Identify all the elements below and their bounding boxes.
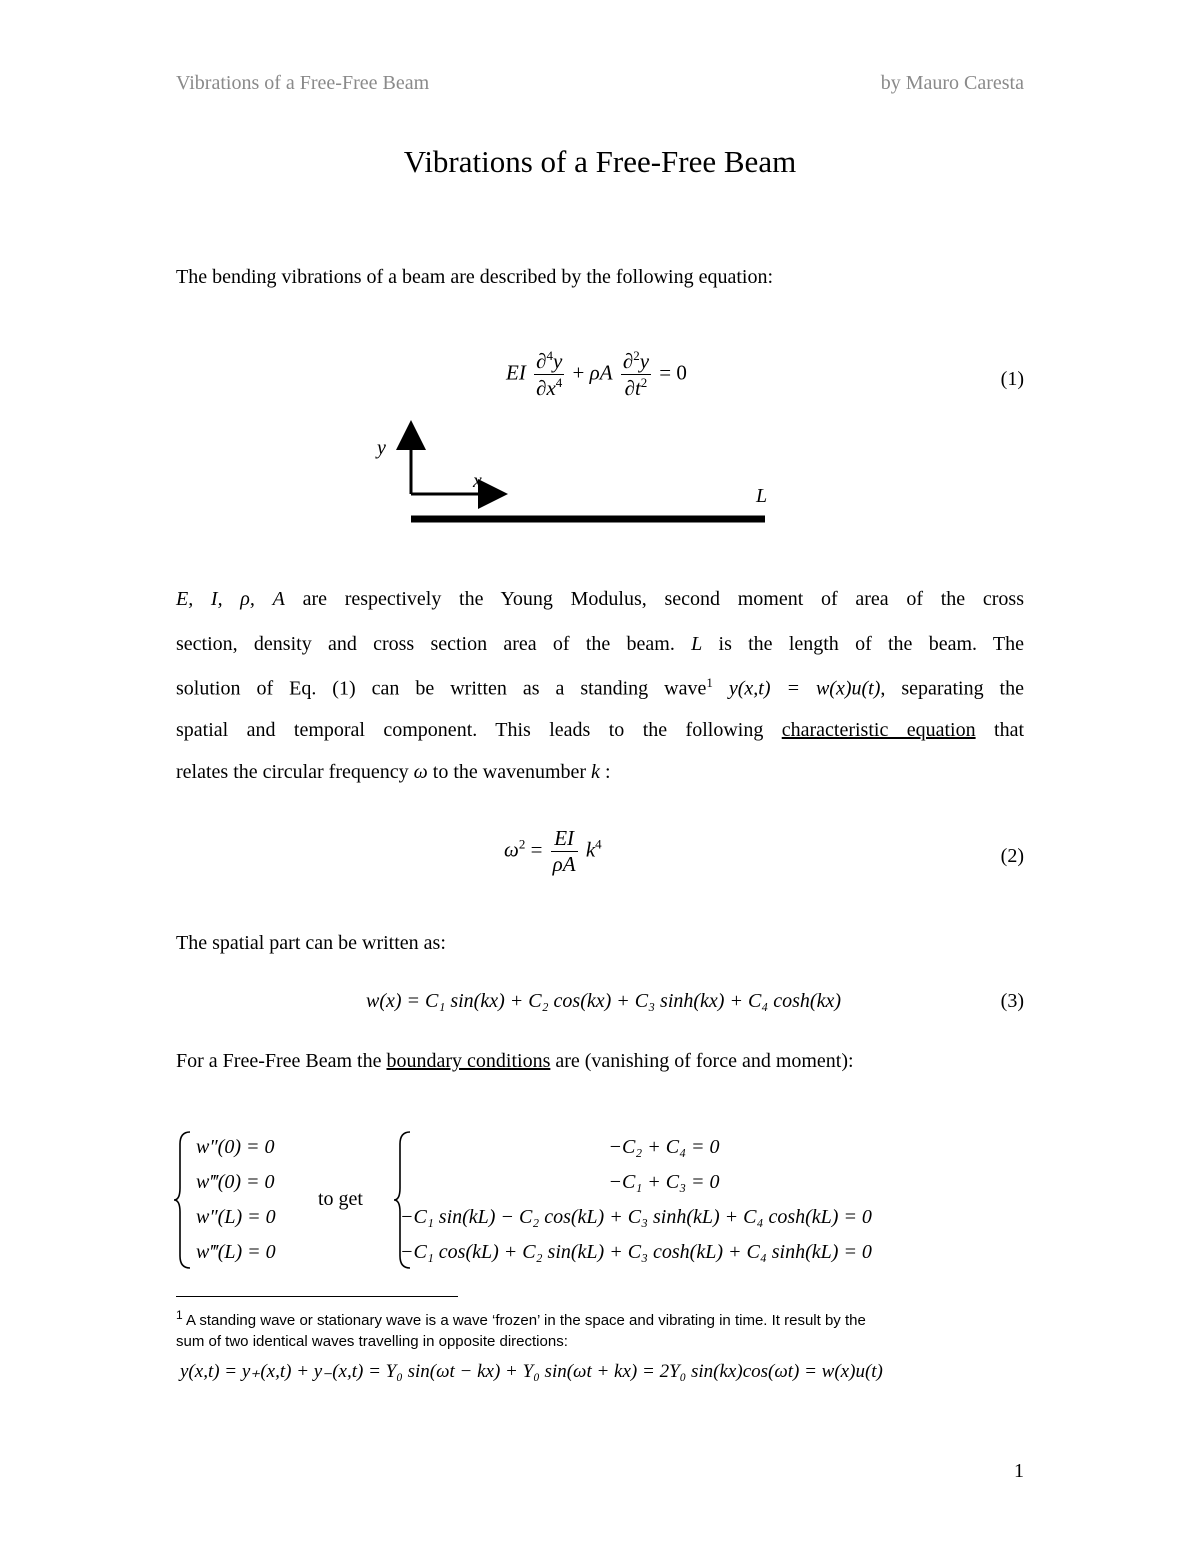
footnote-line-1 [176, 1305, 1024, 1331]
to-get-text: to get [318, 1188, 363, 1210]
page-title: Vibrations of a Free-Free Beam [403, 144, 797, 179]
equation-1: EI $\frac{\partial^4y}{\partial x^4}$ + ρA $\frac{\partial^2y}{\partial t^2}$ = 0 [506, 348, 687, 400]
paragraph-2-text-6: spatial and temporal component. This leads to the following [176, 719, 764, 741]
paragraph-2-text-2: section, density and cross section area of the beam. [176, 633, 675, 655]
paragraph-2-text-9: to the wavenumber [432, 761, 587, 783]
left-brace [172, 1128, 194, 1272]
paragraph-2-text-1: are respectively the Young Modulus, second moment of area of the cross [302, 588, 1024, 610]
bc-text-2: are (vanishing of force and moment): [555, 1050, 854, 1072]
equation-3: w(x) = C₁ sin(kx) + C₂ cos(kx) + C₃ sinh(kx) + C₄ cosh(kx) [366, 990, 841, 1012]
equation-1-number: (1) [1000, 368, 1024, 390]
running-header-left: Vibrations of a Free-Free Beam [176, 72, 430, 94]
variables-E-I-rho-A: E, I, ρ, A [176, 588, 285, 610]
running-header-right: by Mauro Caresta [880, 72, 1024, 94]
bc-left-row: w″(0) = 0 [196, 1136, 275, 1158]
bc-left-system [196, 1130, 276, 1270]
paragraph-2-line-1 [176, 588, 1024, 611]
diagram-L-label: L [756, 485, 768, 507]
paragraph-2-text-8: relates the circular frequency [176, 761, 409, 783]
page-number: 1 [1014, 1460, 1024, 1482]
bc-left-row: w‴(L) = 0 [196, 1241, 276, 1263]
diagram-y-label: y [377, 437, 386, 459]
equation-2: $\omega^2$ = $\frac{EI}{\rho A}$ $k^4$ [504, 826, 602, 876]
footnote-text-2: sum of two identical waves travelling in opposite directions: [176, 1333, 568, 1350]
bc-right-system [400, 1130, 928, 1270]
variable-omega: ω [413, 761, 428, 783]
boundary-conditions-link[interactable]: boundary conditions [386, 1050, 551, 1072]
bc-right-row: −C₁ cos(kL) + C₂ sin(kL) + C₃ cosh(kL) + C₄ sinh(kL) = 0 [400, 1241, 872, 1263]
paragraph-2-line-2 [176, 633, 1024, 656]
variable-k: k [591, 761, 600, 783]
footnote-equation: y(x,t) = y₊(x,t) + y₋(x,t) = Y₀ sin(ωt − kx) + Y₀ sin(ωt + kx) = 2Y₀ sin(kx)cos(ωt) = w(x)u(t) [180, 1361, 883, 1382]
beam-diagram [370, 418, 790, 530]
paragraph-2-text-7: that [994, 719, 1025, 741]
paragraph-2-text-3: is the length of the beam. The [718, 633, 1024, 655]
standing-wave-equation: y(x,t) = w(x)u(t) [728, 677, 881, 700]
bc-right-row: −C₁ sin(kL) − C₂ cos(kL) + C₃ sinh(kL) + C₄ cosh(kL) = 0 [400, 1206, 872, 1228]
intro-paragraph: The bending vibrations of a beam are described by the following equation: [176, 266, 774, 288]
bc-right-row: −C₁ + C₃ = 0 [608, 1171, 720, 1193]
diagram-x-label: x [473, 470, 482, 492]
paragraph-2-text-5: , separating the [880, 677, 1024, 700]
bc-left-row: w‴(0) = 0 [196, 1171, 275, 1193]
spatial-part-text: The spatial part can be written as: [176, 932, 446, 954]
paragraph-2-line-5 [176, 761, 1024, 784]
bc-text-1: For a Free-Free Beam the [176, 1050, 382, 1072]
boundary-conditions-line [176, 1050, 1024, 1073]
footnote-marker: 1 [176, 1308, 183, 1322]
paragraph-2-text-10: : [604, 761, 611, 783]
equation-2-number: (2) [1000, 845, 1024, 867]
footnote-separator [176, 1296, 458, 1297]
characteristic-equation-link[interactable]: characteristic equation [781, 719, 976, 741]
paragraph-2-text-4: solution of Eq. (1) can be written as a standing wave [176, 677, 707, 700]
variable-L: L [691, 633, 703, 655]
footnote-text-1: A standing wave or stationary wave is a wave ‘frozen’ in the space and vibrating in time. It result by the [186, 1312, 866, 1329]
paragraph-2-line-4 [176, 719, 1024, 742]
equation-3-number: (3) [1000, 990, 1024, 1012]
paragraph-2-line-3 [176, 675, 1024, 701]
bc-left-row: w″(L) = 0 [196, 1206, 276, 1228]
bc-right-row: −C₂ + C₄ = 0 [608, 1136, 720, 1158]
footnote-ref[interactable]: 1 [706, 675, 713, 690]
footnote [176, 1305, 1024, 1352]
